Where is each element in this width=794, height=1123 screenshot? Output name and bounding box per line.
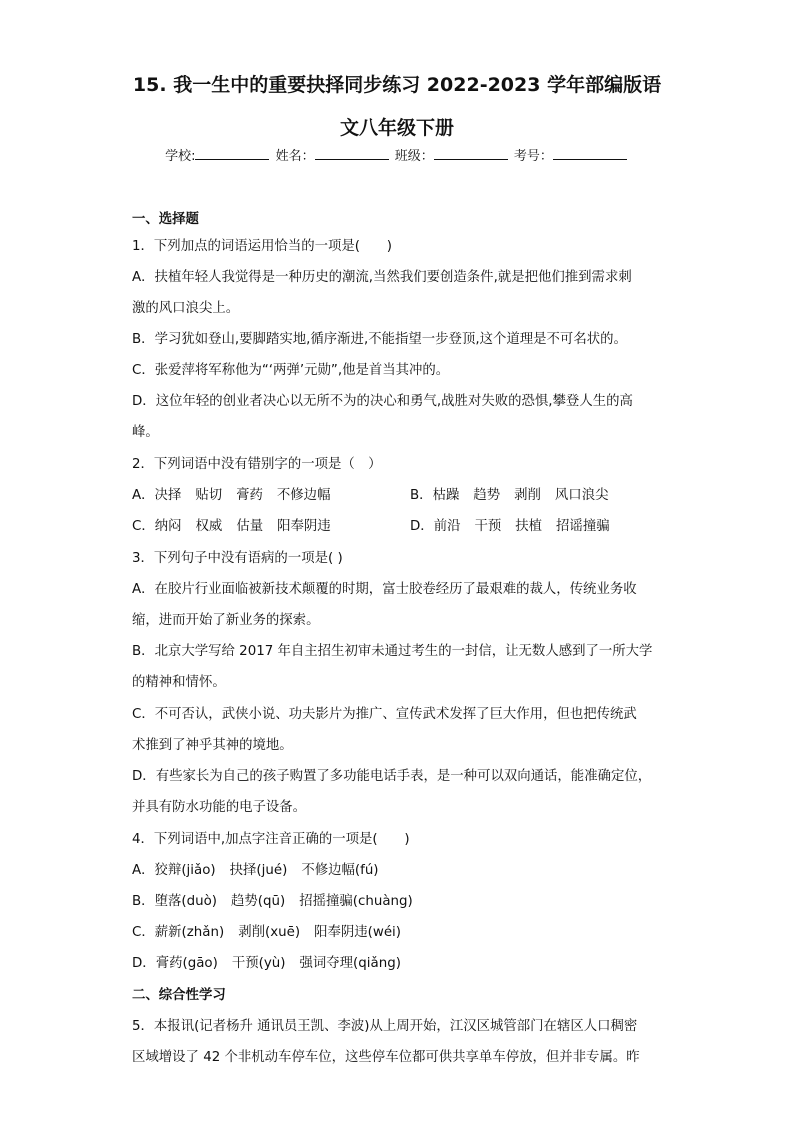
school-blank[interactable] — [195, 147, 269, 160]
q2-b-word: 剥削 — [514, 488, 541, 503]
q2-a-word: 膏药 — [236, 488, 263, 503]
q4-option-b — [132, 890, 427, 909]
q2-b-word: B．枯躁 — [410, 488, 460, 503]
q4-c-item: 阳奉阴违(wéi) — [314, 925, 401, 940]
class-label: 班级： — [394, 149, 434, 164]
q2-d-word: 干预 — [474, 519, 502, 534]
q2-c-word: 阳奉阴违 — [277, 519, 331, 534]
name-blank[interactable] — [315, 147, 389, 160]
q2-c-word: 估量 — [236, 519, 264, 534]
q2-b-word: 风口浪尖 — [554, 488, 609, 503]
q4-stem: 4．下列词语中,加点字注音正确的一项是( ) — [132, 832, 410, 847]
q4-b-item: B．堕落(duò) — [132, 894, 217, 909]
q4-b-item: 招摇撞骗(chuàng) — [299, 894, 413, 909]
q3-option-c-line1: C．不可否认，武侠小说、功夫影片为推广、宣传武术发挥了巨大作用，但也把传统武 — [132, 707, 637, 722]
q4-a-item: A．狡辩(jiǎo) — [132, 863, 216, 878]
q2-a-word: 不修边幅 — [276, 488, 331, 503]
q2-option-b — [410, 484, 622, 503]
q2-b-word: 趋势 — [473, 488, 501, 503]
q4-b-item: 趋势(qū) — [231, 894, 286, 909]
q4-option-c — [132, 921, 415, 940]
q2-a-word: 贴切 — [195, 488, 223, 503]
q4-a-item: 抉择(jué) — [229, 863, 288, 878]
q3-option-b-line2: 的精神和情怀。 — [132, 675, 226, 690]
q2-d-word: 扶植 — [515, 519, 543, 534]
class-blank[interactable] — [434, 147, 508, 160]
q2-stem: 2．下列词语中没有错别字的一项是（ ） — [132, 457, 382, 472]
school-label: 学校: — [165, 149, 196, 164]
q3-option-b-line1: B．北京大学写给 2017 年自主招生初审未通过考生的一封信，让无数人感到了一所大学 — [132, 644, 653, 659]
q1-option-a-line1: A．扶植年轻人我觉得是一种历史的潮流,当然我们要创造条件,就是把他们推到需求刺 — [132, 270, 632, 285]
q4-c-item: C．薪新(zhǎn) — [132, 925, 225, 940]
q2-a-word: A．决择 — [132, 488, 182, 503]
exam-number-label: 考号： — [513, 149, 553, 164]
q2-option-a — [132, 484, 344, 503]
q4-d-item: 强词夺理(qiǎng) — [299, 956, 401, 971]
q2-option-c — [132, 515, 345, 534]
q4-option-d — [132, 952, 415, 971]
q4-d-item: D．膏药(gāo) — [132, 956, 218, 971]
q1-option-d-line1: D．这位年轻的创业者决心以无所不为的决心和勇气,战胜对失败的恐惧,攀登人生的高 — [132, 394, 633, 409]
q1-option-c: C．张爱萍将军称他为“‘两弹’元勋”,他是首当其冲的。 — [132, 363, 450, 378]
section-heading-comprehensive: 二、综合性学习 — [132, 988, 226, 1003]
q3-option-a-line2: 缩，进而开始了新业务的探索。 — [132, 613, 320, 628]
q1-option-a-line2: 激的风口浪尖上。 — [132, 301, 240, 316]
q1-stem: 1．下列加点的词语运用恰当的一项是( ) — [132, 239, 392, 254]
q3-option-a-line1: A．在胶片行业面临被新技术颠覆的时期，富士胶卷经历了最艰难的裁人，传统业务收 — [132, 582, 637, 597]
q1-option-b: B．学习犹如登山,要脚踏实地,循序渐进,不能指望一步登顶,这个道理是不可名状的。 — [132, 332, 627, 347]
q4-d-item: 干预(yù) — [231, 956, 286, 971]
exam-number-blank[interactable] — [553, 147, 627, 160]
q1-option-d-line2: 峰。 — [132, 425, 159, 440]
section-heading-choice: 一、选择题 — [132, 212, 199, 227]
page-title-line-2: 文八年级下册 — [339, 117, 454, 139]
name-label: 姓名： — [275, 149, 315, 164]
q2-d-word: 招谣撞骗 — [556, 519, 610, 534]
q3-option-d-line2: 并具有防水功能的电子设备。 — [132, 800, 307, 815]
q2-option-d — [410, 515, 624, 534]
q4-c-item: 剥削(xuē) — [238, 925, 301, 940]
q2-d-word: D．前沿 — [410, 519, 461, 534]
student-info-row — [0, 145, 794, 164]
q3-option-d-line1: D．有些家长为自己的孩子购置了多功能电话手表，是一种可以双向通话，能准确定位， — [132, 769, 652, 784]
q4-option-a — [132, 859, 393, 878]
q2-c-word: 权威 — [195, 519, 223, 534]
q3-stem: 3．下列句子中没有语病的一项是( ) — [132, 551, 343, 566]
q5-passage-line2: 区域增设了 42 个非机动车停车位，这些停车位都可供共享单车停放，但并非专属。昨 — [132, 1050, 640, 1065]
q4-a-item: 不修边幅(fú) — [301, 863, 379, 878]
q3-option-c-line2: 术推到了神乎其神的境地。 — [132, 738, 293, 753]
q2-c-word: C．纳闷 — [132, 519, 182, 534]
page-title-line-1: 15. 我一生中的重要抉择同步练习 2022-2023 学年部编版语 — [132, 74, 662, 96]
q5-passage-line1: 5．本报讯(记者杨升 通讯员王凯、李波)从上周开始，江汉区城管部门在辖区人口稠密 — [132, 1019, 638, 1034]
